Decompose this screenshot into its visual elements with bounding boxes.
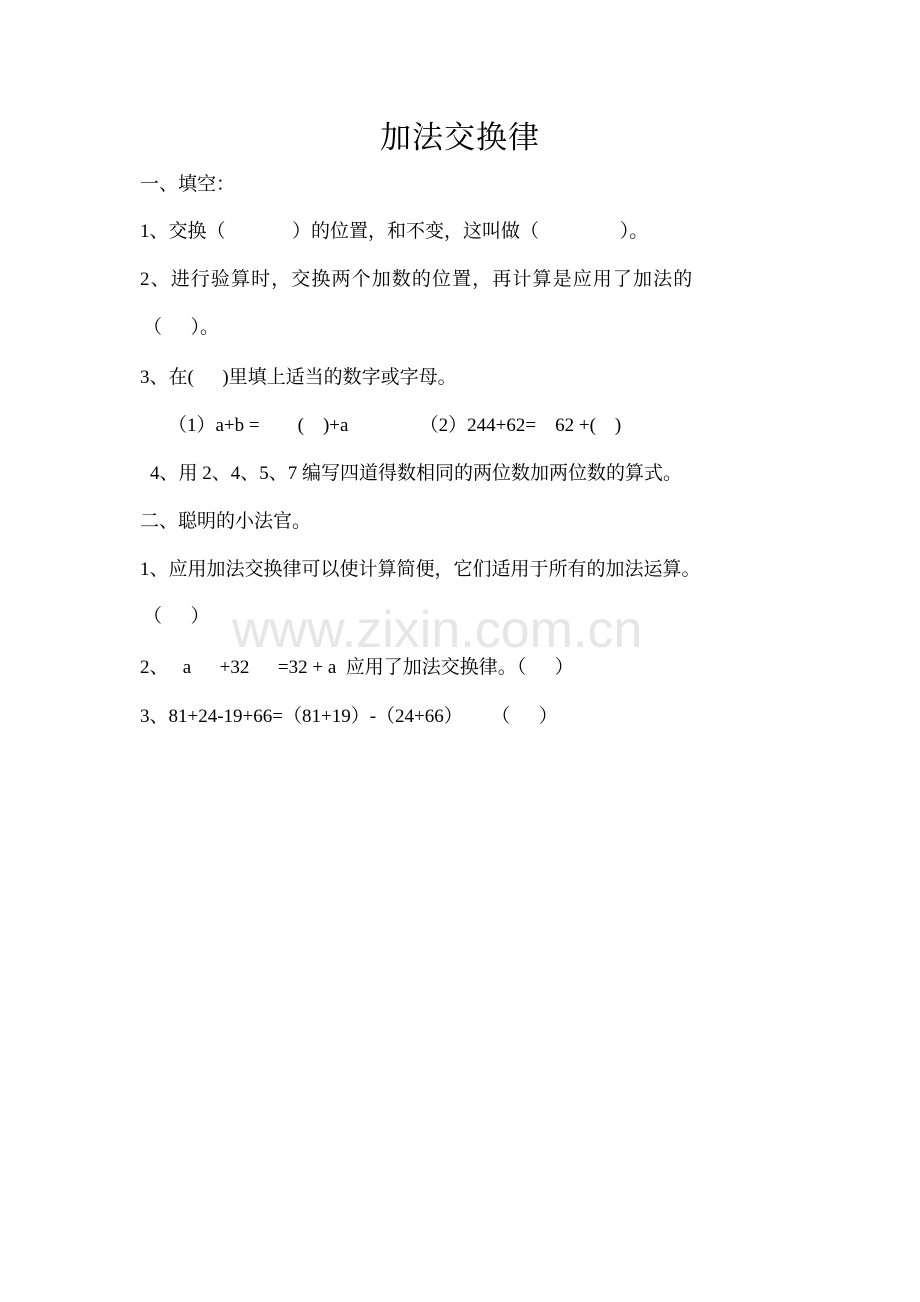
question-1-2-continued: （ ）。 bbox=[143, 317, 220, 338]
question-2-1: 1、应用加法交换律可以使计算简便，它们适用于所有的加法运算。 bbox=[140, 559, 701, 580]
question-1-1: 1、交换（ ）的位置，和不变，这叫做（ ）。 bbox=[140, 221, 649, 242]
question-1-3-subitems: （1）a+b = ( )+a （2）244+62= 62 +( ) bbox=[168, 415, 622, 436]
question-1-2: 2、进行验算时，交换两个加数的位置，再计算是应用了加法的 bbox=[140, 269, 694, 290]
question-2-2: 2、 a +32 =32 + a 应用了加法交换律。（ ） bbox=[140, 657, 574, 678]
question-2-1-continued: （ ） bbox=[143, 606, 210, 627]
section-heading-fill-blank: 一、填空： bbox=[140, 174, 236, 195]
watermark-text: www.zixin.com.cn bbox=[232, 601, 643, 659]
worksheet-title: 加法交换律 bbox=[380, 120, 540, 155]
question-1-4: 4、用 2、4、5、7 编写四道得数相同的两位数加两位数的算式。 bbox=[150, 463, 683, 484]
question-1-3: 3、在( )里填上适当的数字或字母。 bbox=[140, 367, 457, 388]
question-2-3: 3、81+24-19+66=（81+19）-（24+66） （ ） bbox=[140, 706, 558, 727]
section-heading-judge: 二、聪明的小法官。 bbox=[140, 511, 312, 532]
